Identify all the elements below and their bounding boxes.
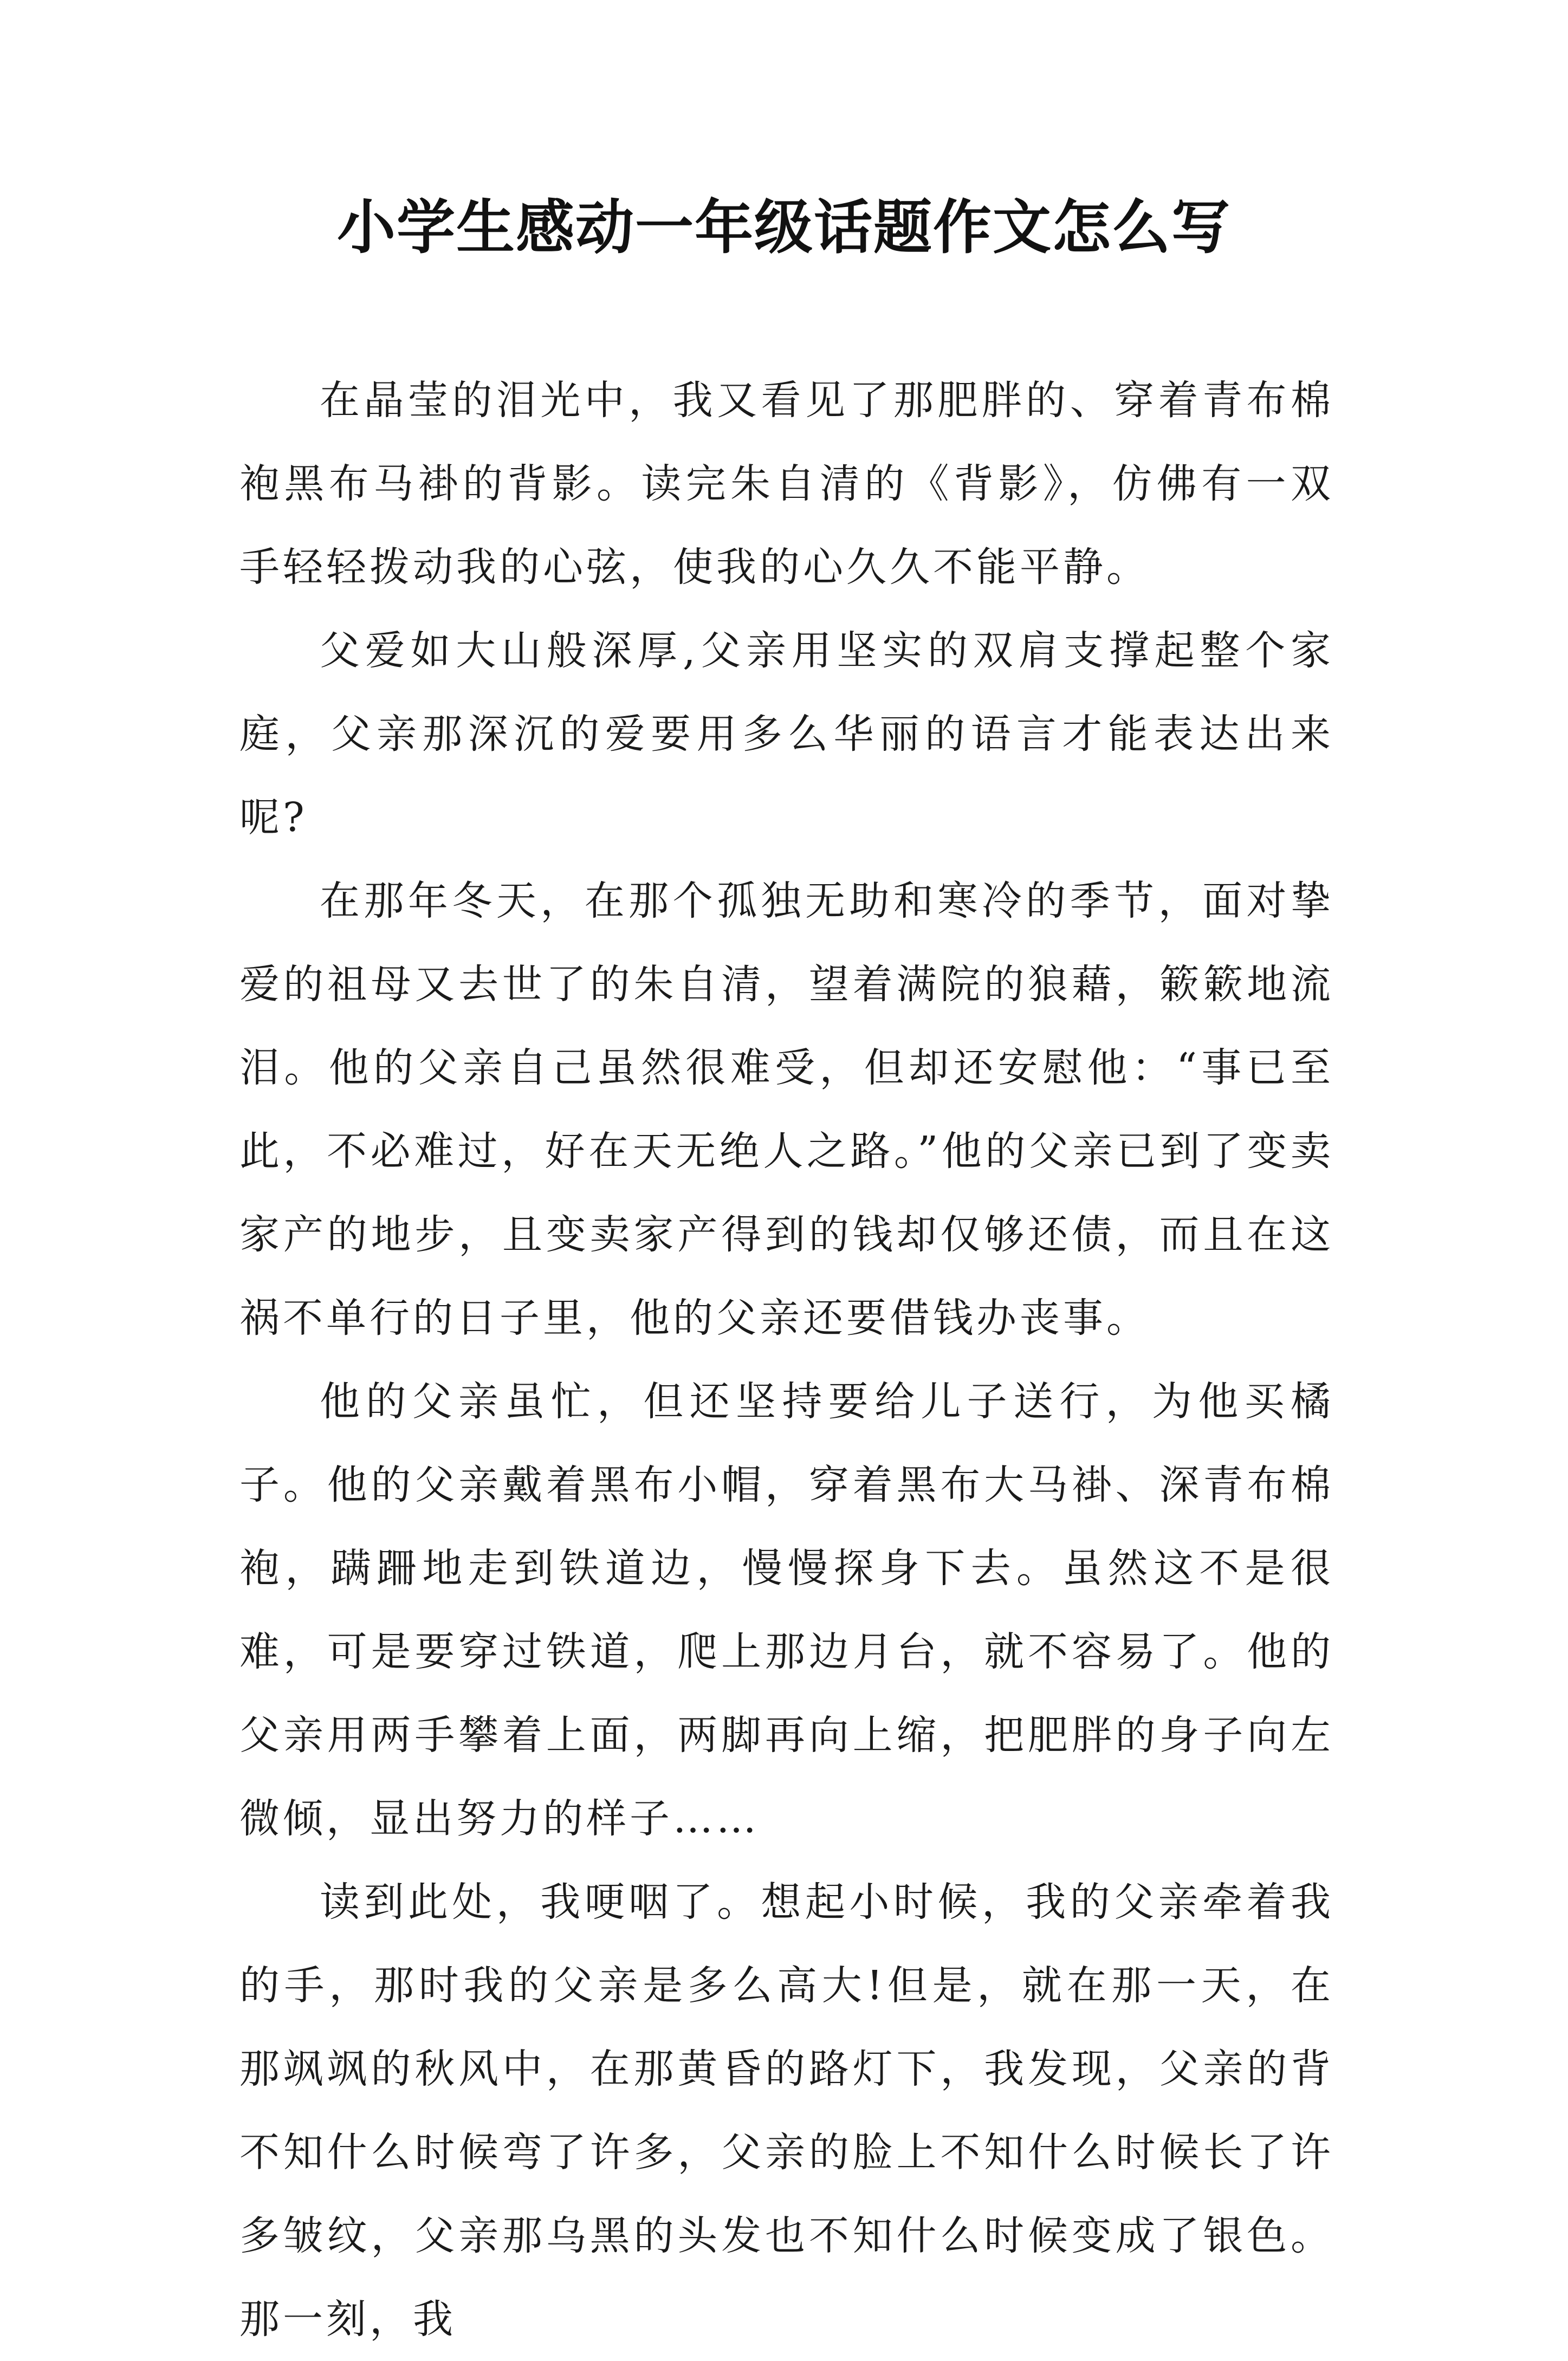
paragraph-3: 在那年冬天，在那个孤独无助和寒冷的季节，面对挚爱的祖母又去世了的朱自清，望着满院的狼藉，簌簌地流泪。他的父亲自己虽然很难受，但却还安慰他：“事已至此，不必难过，好在天无绝人之路。”他的父亲已到了变卖家产的地步，且变卖家产得到的钱却仅够还债，而且在这祸不单行的日子里，他的父亲还要借钱办丧事。 (239, 878, 1334, 1341)
paragraph-1: 在晶莹的泪光中，我又看见了那肥胖的、穿着青布棉袍黑布马褂的背影。读完朱自清的《背影》，仿佛有一双手轻轻拨动我的心弦，使我的心久久不能平静。 (239, 377, 1334, 591)
document-title: 小学生感动一年级话题作文怎么写 (336, 193, 1231, 262)
document-body (239, 359, 1334, 2361)
paragraph-5: 读到此处，我哽咽了。想起小时候，我的父亲牵着我的手，那时我的父亲是多么高大!但是，就在那一天，在那飒飒的秋风中，在那黄昏的路灯下，我发现，父亲的背不知什么时候弯了许多，父亲的脸上不知什么时候长了许多皱纹，父亲那乌黑的头发也不知什么时候变成了银色。那一刻，我 (239, 1879, 1334, 2343)
paragraph-4: 他的父亲虽忙，但还坚持要给儿子送行，为他买橘子。他的父亲戴着黑布小帽，穿着黑布大马褂、深青布棉袍，蹒跚地走到铁道边，慢慢探身下去。虽然这不是很难，可是要穿过铁道，爬上那边月台，就不容易了。他的父亲用两手攀着上面，两脚再向上缩，把肥胖的身子向左微倾，显出努力的样子…… (239, 1378, 1334, 1842)
paragraph-2: 父爱如大山般深厚,父亲用坚实的双肩支撑起整个家庭，父亲那深沉的爱要用多么华丽的语言才能表达出来呢? (239, 627, 1334, 841)
